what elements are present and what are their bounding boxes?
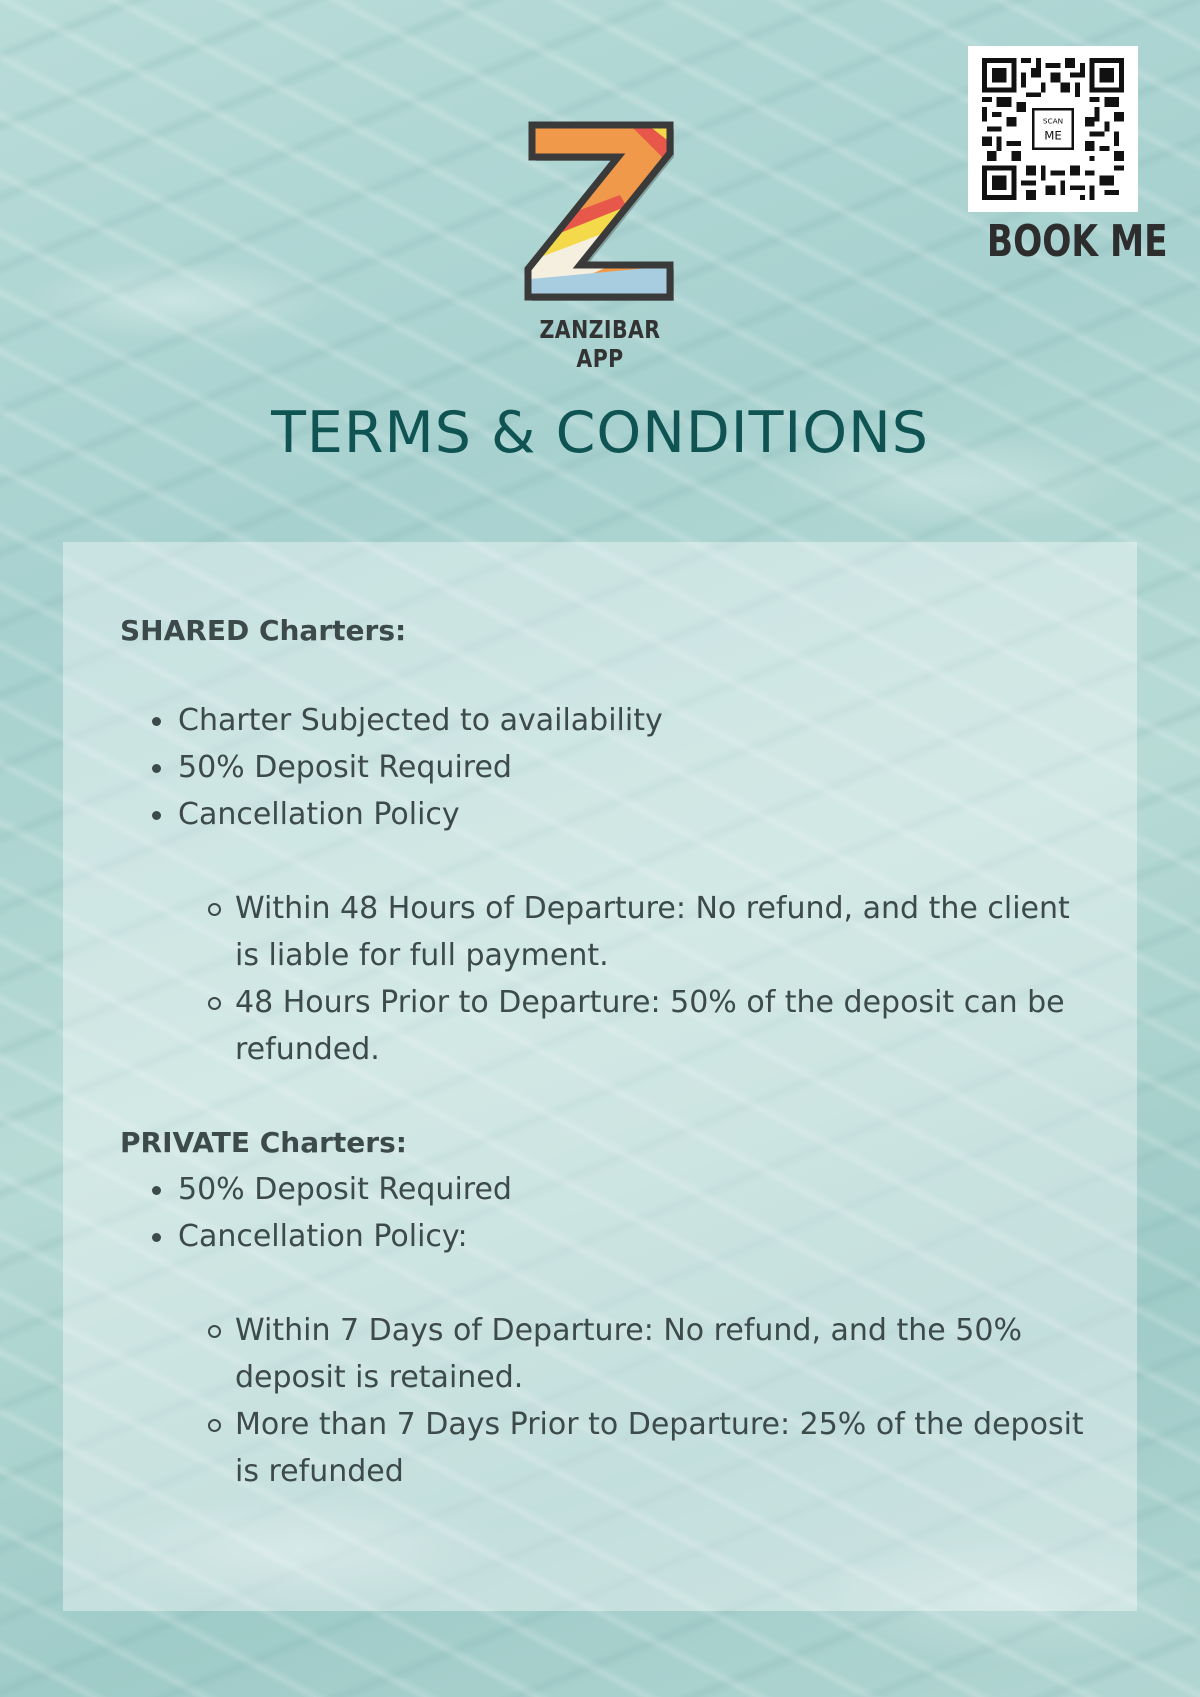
private-charters-list [178, 1166, 512, 1260]
list-item: 50% Deposit Required [178, 744, 663, 791]
list-item: Within 48 Hours of Departure: No refund, and the client is liable for full payment. [235, 885, 1085, 979]
shared-charters-list [178, 697, 663, 838]
svg-text:ME: ME [1044, 128, 1062, 143]
booking-qr[interactable] [968, 46, 1168, 267]
qr-code-icon [982, 58, 1124, 200]
shared-cancellation-list [235, 885, 1085, 1073]
private-charters-heading: PRIVATE Charters: [120, 1126, 407, 1159]
list-item: 50% Deposit Required [178, 1166, 512, 1213]
brand-name: ZANZIBAR APP [539, 315, 661, 373]
list-item: 48 Hours Prior to Departure: 50% of the deposit can be refunded. [235, 979, 1085, 1073]
page-title: TERMS & CONDITIONS [271, 400, 929, 466]
list-item: Cancellation Policy: [178, 1213, 512, 1260]
svg-text:SCAN: SCAN [1042, 116, 1064, 126]
shared-charters-heading: SHARED Charters: [120, 614, 407, 647]
list-item: More than 7 Days Prior to Departure: 25% of the deposit is refunded [235, 1401, 1085, 1495]
qr-code-box[interactable] [968, 46, 1138, 212]
terms-panel [63, 542, 1137, 1611]
list-item: Within 7 Days of Departure: No refund, and the 50% deposit is retained. [235, 1307, 1085, 1401]
z-letter-logo-icon [520, 115, 680, 305]
private-cancellation-list [235, 1307, 1085, 1495]
list-item: Cancellation Policy [178, 791, 663, 838]
book-me-label[interactable]: BOOK ME [986, 216, 1168, 267]
list-item: Charter Subjected to availability [178, 697, 663, 744]
brand-logo[interactable] [510, 115, 690, 373]
